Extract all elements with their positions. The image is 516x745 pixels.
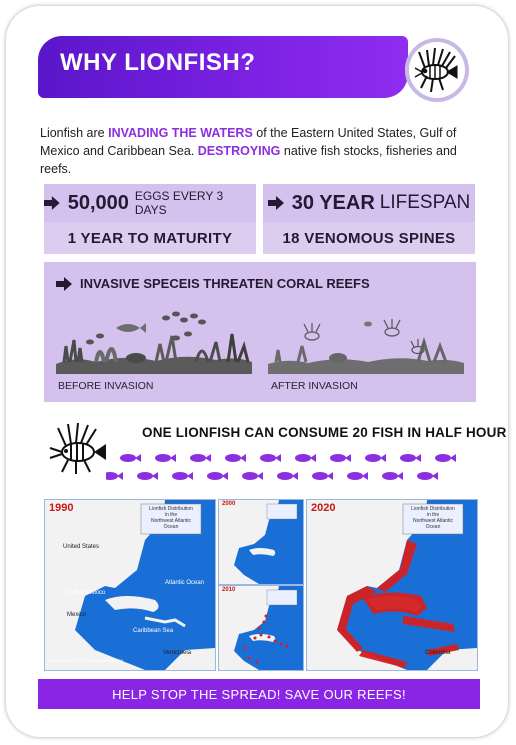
arrow-right-icon [56, 277, 72, 291]
prey-fish-icon [417, 472, 438, 480]
map-2000-graphic [219, 500, 303, 584]
prey-fish-icon [295, 454, 316, 462]
prey-fish-icon [242, 472, 263, 480]
footer-cta-text: HELP STOP THE SPREAD! SAVE OUR REEFS! [112, 686, 406, 702]
map-2010-graphic [219, 586, 303, 670]
intro-text-3: native fish stocks, fisheries and reefs. [40, 144, 457, 176]
prey-fish-icon [190, 454, 211, 462]
prey-fish-icon [137, 472, 158, 480]
map-1990 [44, 499, 216, 671]
lifespan-unit: LIFESPAN [379, 192, 471, 213]
map-label-venezuela: Venezuela [163, 650, 192, 656]
map-label-us: United States [63, 544, 100, 550]
reef-before-illustration [56, 306, 252, 374]
arrow-right-icon [44, 196, 60, 210]
prey-fish-icon [225, 454, 246, 462]
map-label-gulf: Gulf of Mexico [67, 590, 106, 596]
map-legend-1990 [143, 506, 199, 530]
legend-region: Northwest Atlantic Ocean [150, 518, 192, 530]
map-label-2020: 2020 [311, 502, 336, 514]
eggs-unit: EGGS EVERY 3 DAYS [134, 189, 224, 217]
stat-lifespan [263, 184, 475, 222]
map-label-2010: 2010 [222, 587, 236, 593]
intro-text-1: Lionfish are [40, 126, 109, 140]
prey-fish-icon [155, 454, 176, 462]
stat-spines [263, 222, 475, 254]
map-label-1990: 1990 [49, 502, 74, 514]
map-2010 [218, 585, 304, 671]
prey-fish-icon [382, 472, 403, 480]
reef-after-illustration [268, 306, 464, 374]
prey-fish-row [106, 448, 478, 484]
prey-fish-icon [330, 454, 351, 462]
map-label-atlantic: Atlantic Ocean [165, 580, 205, 586]
legend-sub: in the [164, 512, 178, 518]
eggs-value: 50,000 [67, 191, 129, 214]
map-2000 [218, 499, 304, 585]
lionfish-badge [405, 38, 469, 102]
legend-sub: in the [426, 512, 440, 518]
stat-eggs [44, 184, 256, 222]
map-2020 [306, 499, 478, 671]
prey-fish-icon [260, 454, 281, 462]
prey-fish-icon [400, 454, 421, 462]
legend-title: Lionfish Distribution [411, 506, 455, 512]
reef-title-text: INVASIVE SPECEIS THREATEN CORAL REEFS [80, 276, 370, 291]
map-label-caribbean: Caribbean Sea [133, 628, 174, 634]
map-source-1990: Data Source: U.S. Geological Survey [49, 658, 124, 663]
spines-text: 18 VENOMOUS SPINES [282, 229, 456, 247]
maturity-text: 1 YEAR TO MATURITY [67, 229, 233, 247]
legend-region: Northwest Atlantic Ocean [412, 518, 454, 530]
prey-fish-icon [365, 454, 386, 462]
arrow-right-icon [268, 196, 284, 210]
footer-cta-bar [38, 679, 480, 709]
intro-highlight-invading: INVADING THE WATERS [108, 126, 253, 140]
intro-text-2: of the Eastern United States, Gulf of Mexico and Caribbean Sea. [40, 126, 457, 158]
prey-fish-icon [172, 472, 193, 480]
page-title: WHY LIONFISH? [60, 49, 256, 76]
map-label-colombia: Colombia [425, 650, 451, 656]
prey-fish-icon [312, 472, 333, 480]
stat-maturity [44, 222, 256, 254]
prey-fish-icon [120, 454, 141, 462]
lionfish-icon [405, 38, 469, 102]
intro-highlight-destroying: DESTROYING [197, 144, 281, 158]
lionfish-icon [44, 420, 110, 476]
map-label-2000: 2000 [222, 501, 236, 507]
lifespan-value: 30 YEAR [291, 191, 375, 214]
intro-paragraph [40, 124, 480, 178]
map-legend-2020 [405, 506, 461, 530]
map-label-mexico: Mexico [67, 612, 87, 618]
prey-fish-icon [435, 454, 456, 462]
prey-fish-icon [277, 472, 298, 480]
after-caption: AFTER INVASION [271, 380, 358, 392]
consume-title: ONE LIONFISH CAN CONSUME 20 FISH IN HALF HOUR [142, 425, 507, 440]
prey-fish-icon [347, 472, 368, 480]
prey-fish-icon [207, 472, 228, 480]
before-caption: BEFORE INVASION [58, 380, 154, 392]
prey-fish-icon [106, 472, 123, 480]
reef-title [56, 276, 370, 291]
legend-title: Lionfish Distribution [149, 506, 193, 512]
